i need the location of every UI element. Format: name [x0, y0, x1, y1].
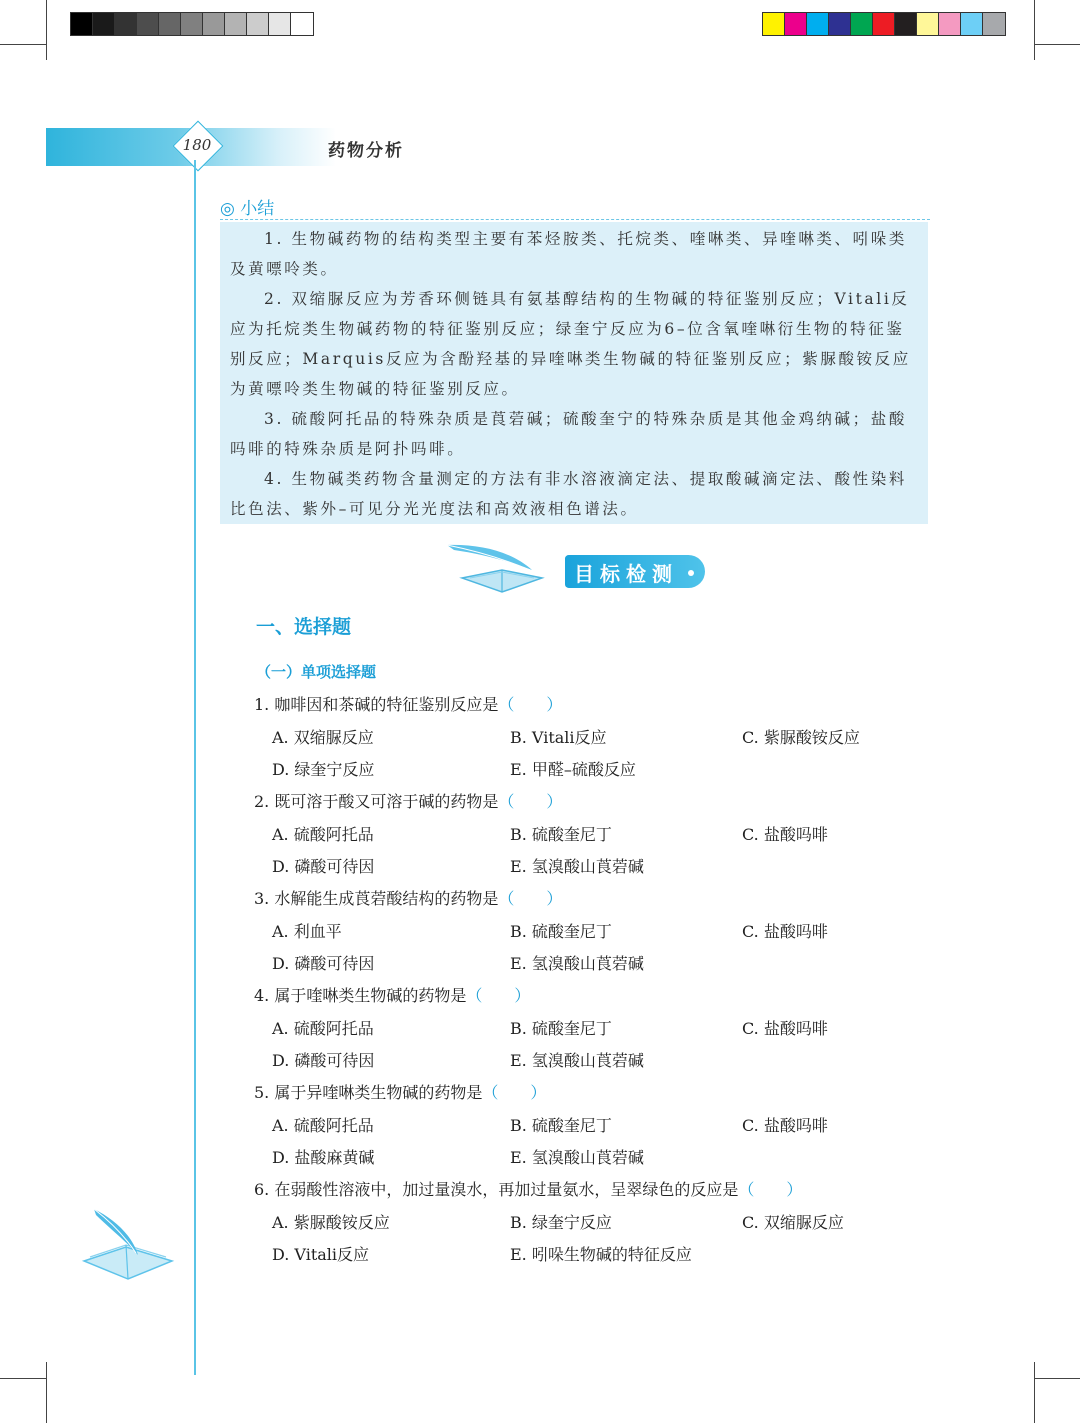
- book-title: 药物分析: [328, 141, 404, 161]
- option: C. 盐酸吗啡: [742, 825, 828, 844]
- option: A. 双缩脲反应: [272, 728, 374, 747]
- option: C. 双缩脲反应: [742, 1213, 844, 1232]
- book-feather-icon: [442, 540, 582, 600]
- section-subtitle: （一）单项选择题: [256, 663, 377, 681]
- option: D. 磷酸可待因: [272, 954, 375, 973]
- option: B. 硫酸奎尼丁: [510, 1019, 612, 1038]
- option: B. Vitali反应: [510, 728, 607, 747]
- option: E. 吲哚生物碱的特征反应: [510, 1245, 692, 1264]
- option: D. Vitali反应: [272, 1245, 370, 1264]
- banner-label: 目标检测: [574, 562, 678, 586]
- question-stem: 6. 在弱酸性溶液中，加过量溴水，再加过量氨水，呈翠绿色的反应是（ ）: [254, 1180, 803, 1199]
- question-stem: 1. 咖啡因和茶碱的特征鉴别反应是（ ）: [254, 695, 563, 714]
- option: A. 利血平: [272, 922, 342, 941]
- crop-mark: [46, 0, 47, 60]
- summary-heading: ◎ 小结: [220, 199, 275, 219]
- option: D. 绿奎宁反应: [272, 760, 375, 779]
- option: E. 氢溴酸山莨菪碱: [510, 1148, 644, 1167]
- crop-mark: [1034, 1362, 1035, 1423]
- section-title: 一、选择题: [256, 616, 352, 638]
- question-stem: 4. 属于喹啉类生物碱的药物是（ ）: [254, 986, 531, 1005]
- page-number: 180: [182, 136, 212, 154]
- summary-paragraph-3: 3. 硫酸阿托品的特殊杂质是莨菪碱；硫酸奎宁的特殊杂质是其他金鸡纳碱；盐酸吗啡的特殊杂质是阿扑吗啡。: [230, 410, 907, 458]
- option: C. 盐酸吗啡: [742, 922, 828, 941]
- option: C. 盐酸吗啡: [742, 1019, 828, 1038]
- option: A. 硫酸阿托品: [272, 825, 374, 844]
- question-stem: 5. 属于异喹啉类生物碱的药物是（ ）: [254, 1083, 547, 1102]
- option: A. 硫酸阿托品: [272, 1116, 374, 1135]
- summary-paragraph-2: 2. 双缩脲反应为芳香环侧链具有氨基醇结构的生物碱的特征鉴别反应；Vitali反应为托烷类生物碱药物的特征鉴别反应；绿奎宁反应为6–位含氧喹啉衍生物的特征鉴别反应；Marquis反应为含酚羟基的异喹啉类生物碱的特征鉴别反应；紫脲酸铵反应为黄嘌呤类生物碱的特征鉴别反应。: [230, 290, 911, 398]
- crop-mark: [0, 44, 46, 45]
- option: B. 硫酸奎尼丁: [510, 825, 612, 844]
- option: C. 紫脲酸铵反应: [742, 728, 860, 747]
- option: A. 紫脲酸铵反应: [272, 1213, 390, 1232]
- option: A. 硫酸阿托品: [272, 1019, 374, 1038]
- option: E. 氢溴酸山莨菪碱: [510, 857, 644, 876]
- summary-paragraph-1: 1. 生物碱药物的结构类型主要有苯烃胺类、托烷类、喹啉类、异喹啉类、吲哚类及黄嘌呤类。: [230, 230, 907, 278]
- crop-mark: [0, 1378, 46, 1379]
- option: D. 盐酸麻黄碱: [272, 1148, 375, 1167]
- crop-mark: [1034, 44, 1080, 45]
- option: B. 硫酸奎尼丁: [510, 1116, 612, 1135]
- option: E. 甲醛–硫酸反应: [510, 760, 636, 779]
- option: D. 磷酸可待因: [272, 857, 375, 876]
- color-bar: [762, 12, 1006, 36]
- crop-mark: [1034, 1378, 1080, 1379]
- crop-mark: [46, 1362, 47, 1423]
- option: D. 磷酸可待因: [272, 1051, 375, 1070]
- question-stem: 3. 水解能生成莨菪酸结构的药物是（ ）: [254, 889, 563, 908]
- option: B. 绿奎宁反应: [510, 1213, 612, 1232]
- crop-mark: [1034, 0, 1035, 60]
- option: E. 氢溴酸山莨菪碱: [510, 1051, 644, 1070]
- open-book-feather-icon: [80, 1205, 180, 1285]
- margin-line: [194, 160, 196, 1375]
- option: E. 氢溴酸山莨菪碱: [510, 954, 644, 973]
- summary-divider: [220, 219, 930, 220]
- banner-dot: [688, 570, 694, 576]
- summary-paragraph-4: 4. 生物碱类药物含量测定的方法有非水溶液滴定法、提取酸碱滴定法、酸性染料比色法、紫外–可见分光光度法和高效液相色谱法。: [230, 470, 907, 518]
- option: B. 硫酸奎尼丁: [510, 922, 612, 941]
- option: C. 盐酸吗啡: [742, 1116, 828, 1135]
- question-stem: 2. 既可溶于酸又可溶于碱的药物是（ ）: [254, 792, 563, 811]
- grayscale-bar: [70, 12, 314, 36]
